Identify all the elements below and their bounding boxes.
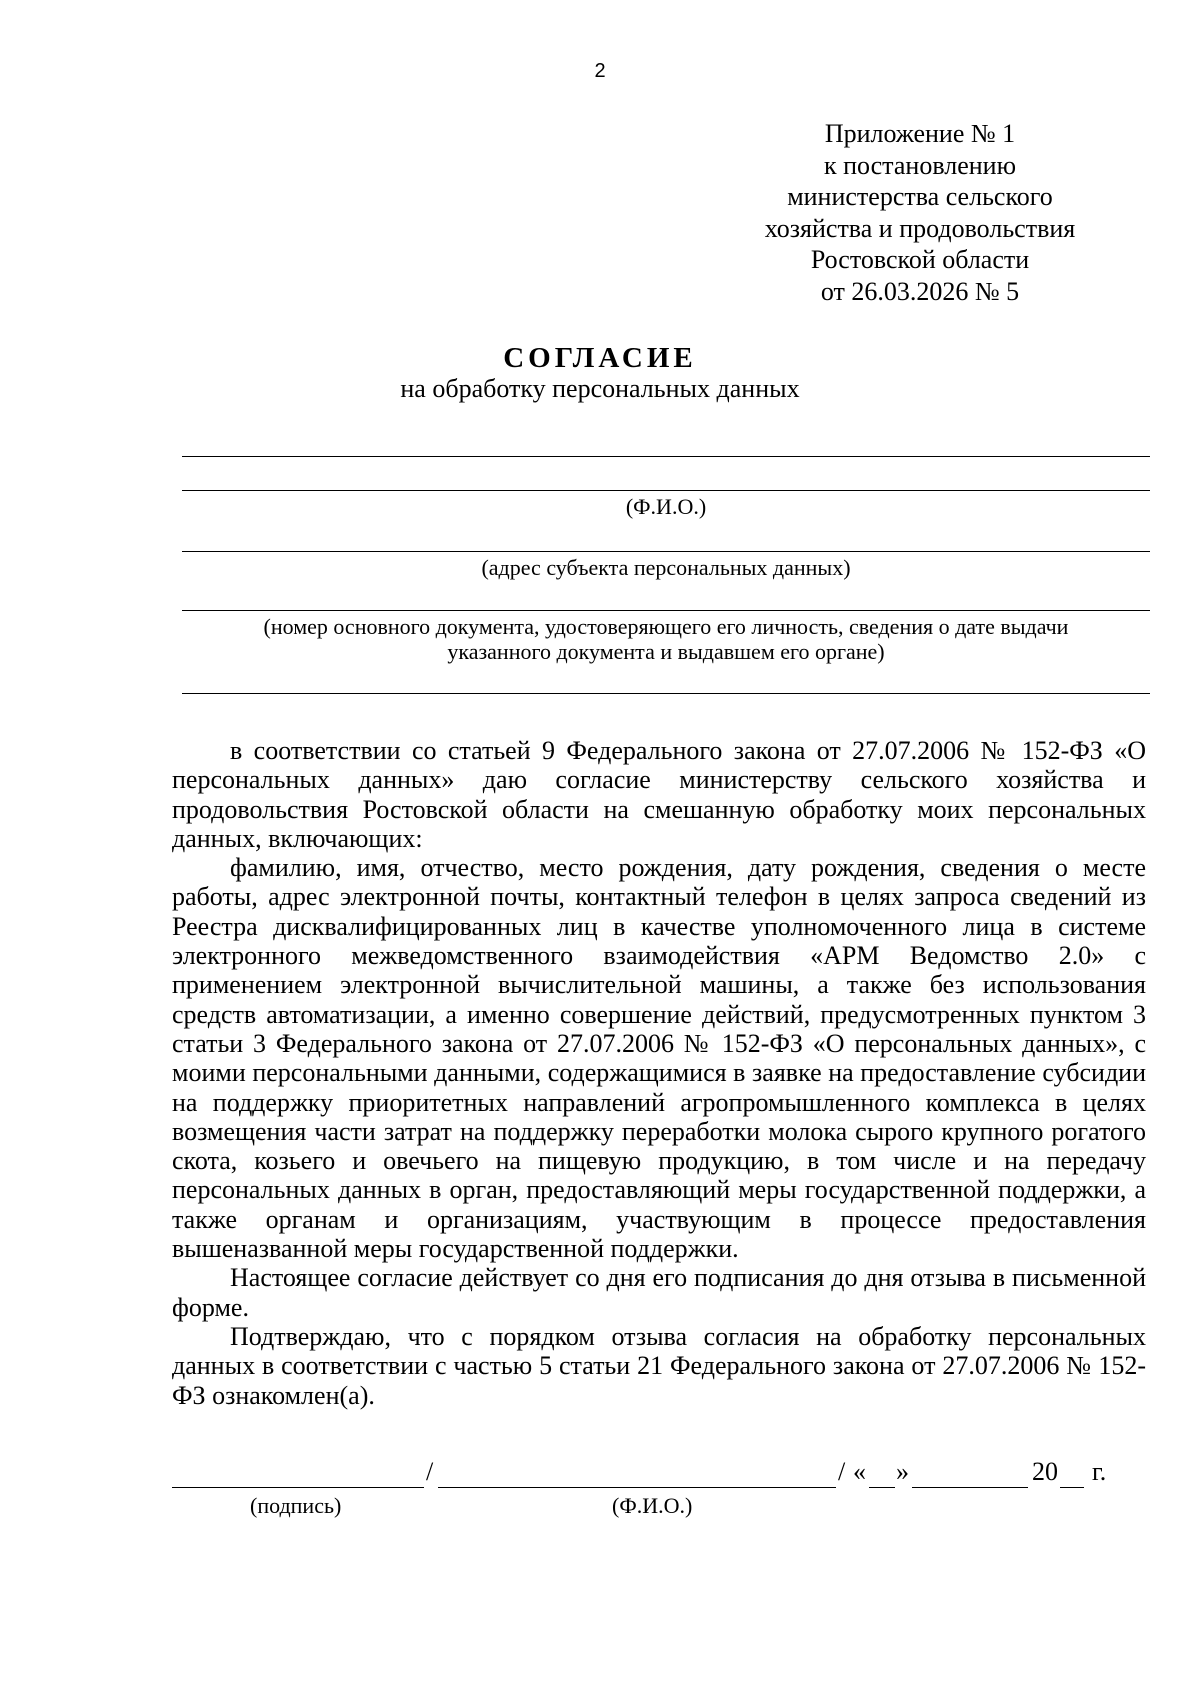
document-line[interactable] [182, 610, 1150, 611]
month-line[interactable] [912, 1487, 1028, 1488]
annex-header [725, 118, 1115, 307]
signature-caption: (подпись) [250, 1493, 342, 1518]
fio-slash: / [838, 1457, 846, 1486]
body-paragraph-4: Подтверждаю, что с порядком отзыва согласия на обработку персональных данных в соответствии с частью 5 статьи 21 Федерального закона от 27.07.2006 № 152-ФЗ ознакомлен(а). [172, 1321, 1146, 1410]
body-paragraph-1: в соответствии со статьей 9 Федерального закона от 27.07.2006 № 152-ФЗ «О персональных данных» даю согласие министерству сельского хозяйства и продовольствия Ростовской области на смешанную обработку моих персональных данных, включающих: [172, 736, 1146, 853]
signature-slash: / [426, 1457, 434, 1486]
annex-line: Ростовской области [810, 245, 1030, 274]
signature-row [172, 1457, 1146, 1489]
address-line[interactable] [182, 551, 1150, 552]
day-line[interactable] [869, 1487, 895, 1488]
document-subtitle: на обработку персональных данных [400, 374, 800, 403]
fio-signature-line[interactable] [438, 1487, 836, 1488]
year-prefix: 20 [1032, 1457, 1058, 1486]
page-number: 2 [594, 60, 606, 82]
body-paragraph-2: фамилию, имя, отчество, место рождения, дату рождения, сведения о месте работы, адрес электронной почты, контактный телефон в целях запроса сведений из Реестра дисквалифицированных лиц в качестве уполномоченного лица в системе электронного межведомственного взаимодействия «АРМ Ведомство 2.0» с применением электронной вычислительной машины, а также без использования средств автоматизации, а именно совершение действий, предусмотренных пунктом 3 статьи 3 Федерального закона от 27.07.2006 № 152-ФЗ «О персональных данных», с моими персональными данными, содержащимися в заявке на предоставление субсидии на поддержку приоритетных направлений агропромышленного комплекса в целях возмещения части затрат на поддержку переработки молока сырого крупного рогатого скота, козьего и овечьего на пищевую продукцию, в том числе и на передачу персональных данных в орган, предоставляющий меры государственной поддержки, а также органам и организациям, участвующим в процессе предоставления вышеназванной меры государственной поддержки. [172, 853, 1146, 1264]
fio-caption: (Ф.И.О.) [625, 494, 707, 519]
fio-signature-caption: (Ф.И.О.) [612, 1493, 693, 1518]
extra-line[interactable] [182, 693, 1150, 694]
annex-line: министерства сельского [787, 182, 1053, 211]
document-title: СОГЛАСИЕ [503, 342, 697, 374]
signature-line[interactable] [172, 1487, 424, 1488]
year-line[interactable] [1060, 1487, 1084, 1488]
document-caption: (номер основного документа, удостоверяющего его личность, сведения о дате выдачи указанного документа и выдавшем его органе) [263, 614, 1069, 664]
address-caption: (адрес субъекта персональных данных) [481, 555, 851, 580]
body-paragraph-3: Настоящее согласие действует со дня его подписания до дня отзыва в письменной форме. [172, 1263, 1146, 1322]
annex-line: от 26.03.2026 № 5 [820, 276, 1020, 306]
day-quote-close: » [896, 1457, 909, 1486]
fio-line-1[interactable] [182, 456, 1150, 457]
annex-line: хозяйства и продовольствия [764, 213, 1076, 243]
fio-line-2[interactable] [182, 490, 1150, 491]
year-suffix: г. [1092, 1457, 1107, 1486]
day-quote-open: « [853, 1457, 866, 1486]
annex-line: Приложение № 1 [824, 119, 1016, 148]
annex-line: к постановлению [823, 150, 1017, 180]
consent-body [172, 736, 1146, 1410]
